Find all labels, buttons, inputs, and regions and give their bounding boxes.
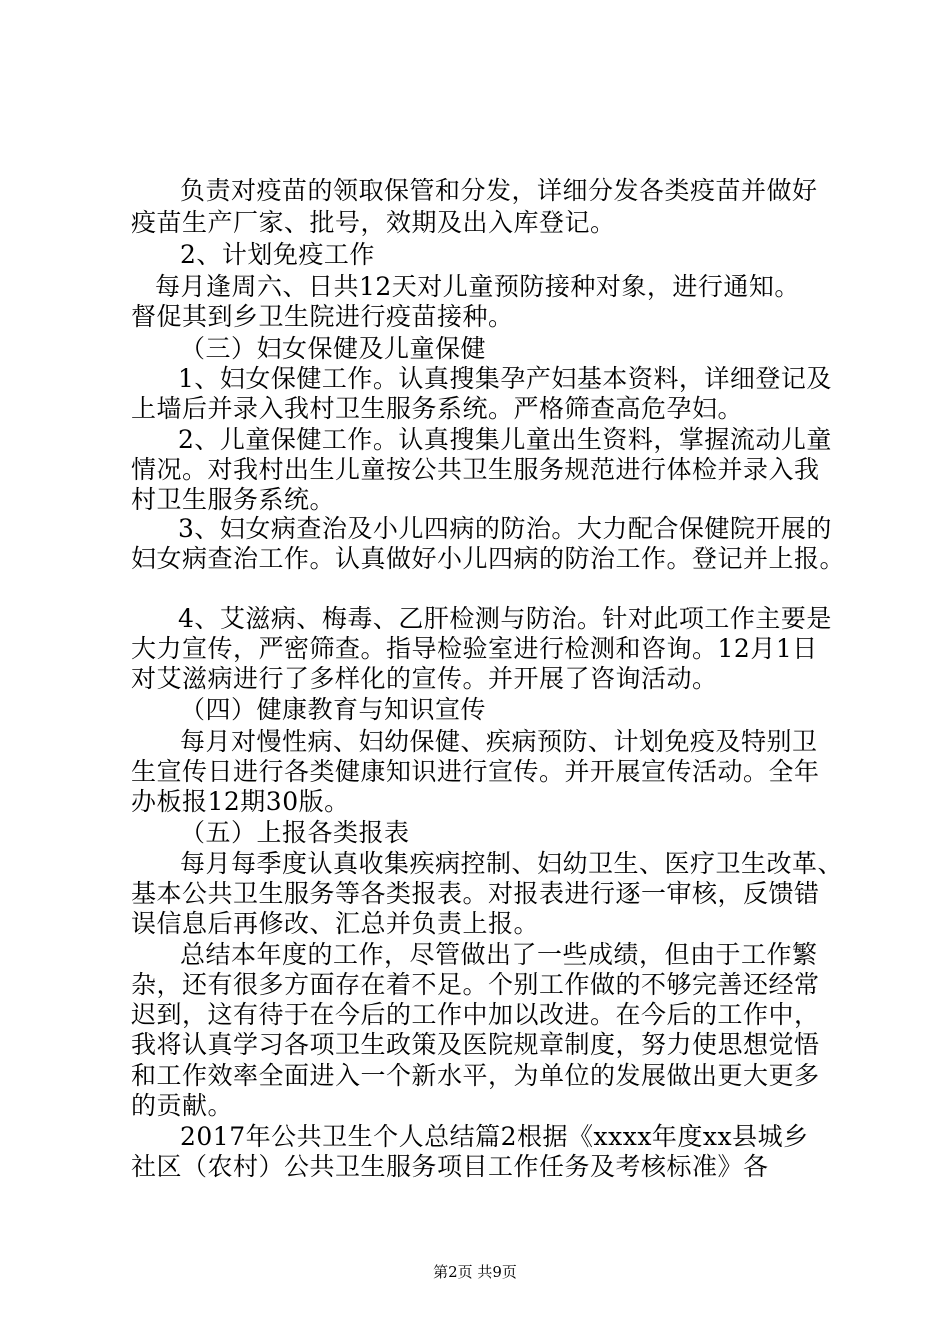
text-line: 4、艾滋病、梅毒、乙肝检测与防治。针对此项工作主要是 [178,604,832,633]
text-line: 每月对慢性病、妇幼保健、疾病预防、计划免疫及特别卫 [180,727,818,756]
section-heading: （三）妇女保健及儿童保健 [180,334,487,363]
text-line: 疫苗生产厂家、批号，效期及出入库登记。 [131,208,616,237]
text-line: 情况。对我村出生儿童按公共卫生服务规范进行体检并录入我 [131,455,820,484]
text-line: 2、儿童保健工作。认真搜集儿童出生资料，掌握流动儿童 [178,425,832,454]
text-line: 负责对疫苗的领取保管和分发，详细分发各类疫苗并做好 [180,176,818,205]
text-line: 上墙后并录入我村卫生服务系统。严格筛查高危孕妇。 [131,394,744,423]
text-line: 迟到，这有待于在今后的工作中加以改进。在今后的工作中， [131,1000,820,1029]
text-line: 和工作效率全面进入一个新水平，为单位的发展做出更大更多 [131,1061,820,1090]
text-line: 每月逢周六、日共12天对儿童预防接种对象，进行通知。 [155,272,800,301]
text-line: 2017年公共卫生个人总结篇2根据《xxxx年度xx县城乡 [180,1122,809,1151]
text-line: 大力宣传，严密筛查。指导检验室进行检测和咨询。12月1日 [131,634,818,663]
text-line: 社区（农村）公共卫生服务项目工作任务及考核标准》各 [131,1152,769,1181]
text-line: 督促其到乡卫生院进行疫苗接种。 [131,302,514,331]
text-line: 总结本年度的工作，尽管做出了一些成绩，但由于工作繁 [180,940,818,969]
text-line: 生宣传日进行各类健康知识进行宣传。并开展宣传活动。全年 [131,757,820,786]
text-line: 3、妇女病查治及小儿四病的防治。大力配合保健院开展的 [178,514,832,543]
text-line: 2、计划免疫工作 [180,240,375,269]
section-heading: （四）健康教育与知识宣传 [180,695,487,724]
text-line: 妇女病查治工作。认真做好小儿四病的防治工作。登记并上报。 [131,544,846,573]
page-footer: 第2页 共9页 [433,1263,517,1281]
text-line: 误信息后再修改、汇总并负责上报。 [131,909,540,938]
text-line: 每月每季度认真收集疾病控制、妇幼卫生、医疗卫生改革、 [180,849,844,878]
text-line: 的贡献。 [131,1091,234,1120]
text-line: 1、妇女保健工作。认真搜集孕产妇基本资料，详细登记及 [178,364,832,393]
text-line: 对艾滋病进行了多样化的宣传。并开展了咨询活动。 [131,664,718,693]
text-line: 基本公共卫生服务等各类报表。对报表进行逐一审核，反馈错 [131,879,820,908]
text-line: 我将认真学习各项卫生政策及医院规章制度，努力使思想觉悟 [131,1030,820,1059]
text-line: 办板报12期30版。 [131,787,350,816]
text-line: 村卫生服务系统。 [131,485,336,514]
text-line: 杂，还有很多方面存在着不足。个别工作做的不够完善还经常 [131,970,820,999]
section-heading: （五）上报各类报表 [180,818,410,847]
